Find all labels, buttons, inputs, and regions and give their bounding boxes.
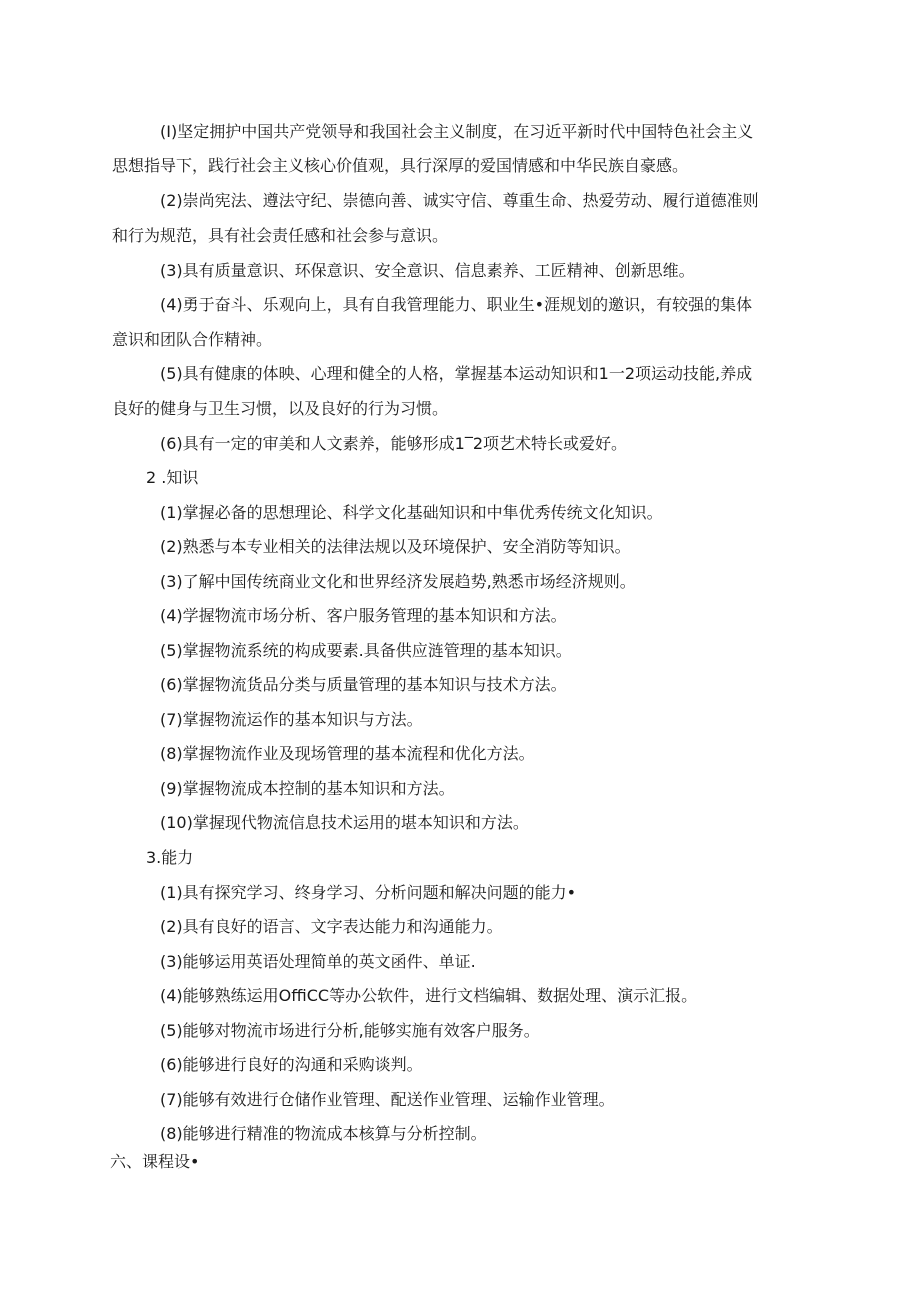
knowledge-item-7: (7)掌握物流运作的基本知识与方法。 <box>160 710 423 729</box>
knowledge-item-2: (2)熟悉与本专业相关的法律法规以及环境保护、安全消防等知识。 <box>160 537 631 556</box>
quality-item-2-line-2: 和行为规范，具有社会责任感和社会参与意识。 <box>112 226 449 245</box>
ability-heading: 3.能力 <box>146 848 194 867</box>
quality-item-3: (3)具有质量意识、环保意识、安全意识、信息素养、工匠精神、创新思维。 <box>160 261 695 280</box>
ability-item-6: (6)能够进行良好的沟通和采购谈判。 <box>160 1055 423 1074</box>
quality-item-1-line-2: 思想指导下，践行社会主义核心价值观，具行深厚的爱国情感和中华民族自豪感。 <box>112 156 689 175</box>
ability-item-7: (7)能够有效进行仓储作业管理、配送作业管理、运输作业管理。 <box>160 1090 615 1109</box>
knowledge-item-4: (4)学握物流市场分析、客户服务管理的基本知识和方法。 <box>160 606 567 625</box>
quality-item-5-line-1: (5)具有健康的体映、心理和健全的人格，掌握基本运动知识和1一2项运动技能,养成 <box>160 364 753 383</box>
quality-item-5-line-2: 良好的健身与卫生习惯，以及良好的行为习惯。 <box>112 399 449 418</box>
ability-item-2: (2)具有良好的语言、文字表达能力和沟通能力。 <box>160 917 503 936</box>
knowledge-item-8: (8)掌握物流作业及现场管理的基本流程和优化方法。 <box>160 744 535 763</box>
quality-item-1-line-1: (I)坚定拥护中国共产党领导和我国社会主义制度，在习近平新时代中国特色社会主义 <box>160 122 754 141</box>
knowledge-item-3: (3)了解中国传统商业文化和世界经济发展趋势,熟悉市场经济规则。 <box>160 572 636 591</box>
knowledge-item-1: (1)掌握必备的思想理论、科学文化基础知识和中隼优秀传统文化知识。 <box>160 503 663 522</box>
quality-item-6: (6)具有一定的审美和人文素养，能够形成1‾2项艺术特长或爱好。 <box>160 434 628 453</box>
knowledge-item-10: (10)掌握现代物流信息技术运用的堪本知识和方法。 <box>160 813 529 832</box>
ability-item-5: (5)能够对物流市场进行分析,能够实施有效客户服务。 <box>160 1021 540 1040</box>
quality-item-2-line-1: (2)崇尚宪法、遵法守纪、崇德向善、诚实守信、尊重生命、热爱劳动、履行道德准则 <box>160 191 759 210</box>
knowledge-heading: 2 .知识 <box>146 468 199 487</box>
section-heading-curriculum: 六、课程设• <box>110 1152 200 1171</box>
quality-item-4-line-1: (4)勇于奋斗、乐观向上，具有自我管理能力、职业生•涯规划的邀识，有较强的集体 <box>160 295 753 314</box>
knowledge-item-6: (6)掌握物流货品分类与质量管理的基本知识与技术方法。 <box>160 675 567 694</box>
ability-item-3: (3)能够运用英语处理简单的英文函件、单证. <box>160 952 476 971</box>
quality-item-4-line-2: 意识和团队合作精神。 <box>112 330 273 349</box>
ability-item-8: (8)能够进行精准的物流成本核算与分析控制。 <box>160 1124 487 1143</box>
knowledge-item-5: (5)掌握物流系统的构成要素.具备供应涟管理的基本知识。 <box>160 641 572 660</box>
ability-item-1: (1)具有探究学习、终身学习、分析问题和解决问题的能力• <box>160 883 577 902</box>
knowledge-item-9: (9)掌握物流成本控制的基本知识和方法。 <box>160 779 455 798</box>
ability-item-4: (4)能够熟练运用OffiCC等办公软件，进行文档编辑、数据处理、演示汇报。 <box>160 986 698 1005</box>
